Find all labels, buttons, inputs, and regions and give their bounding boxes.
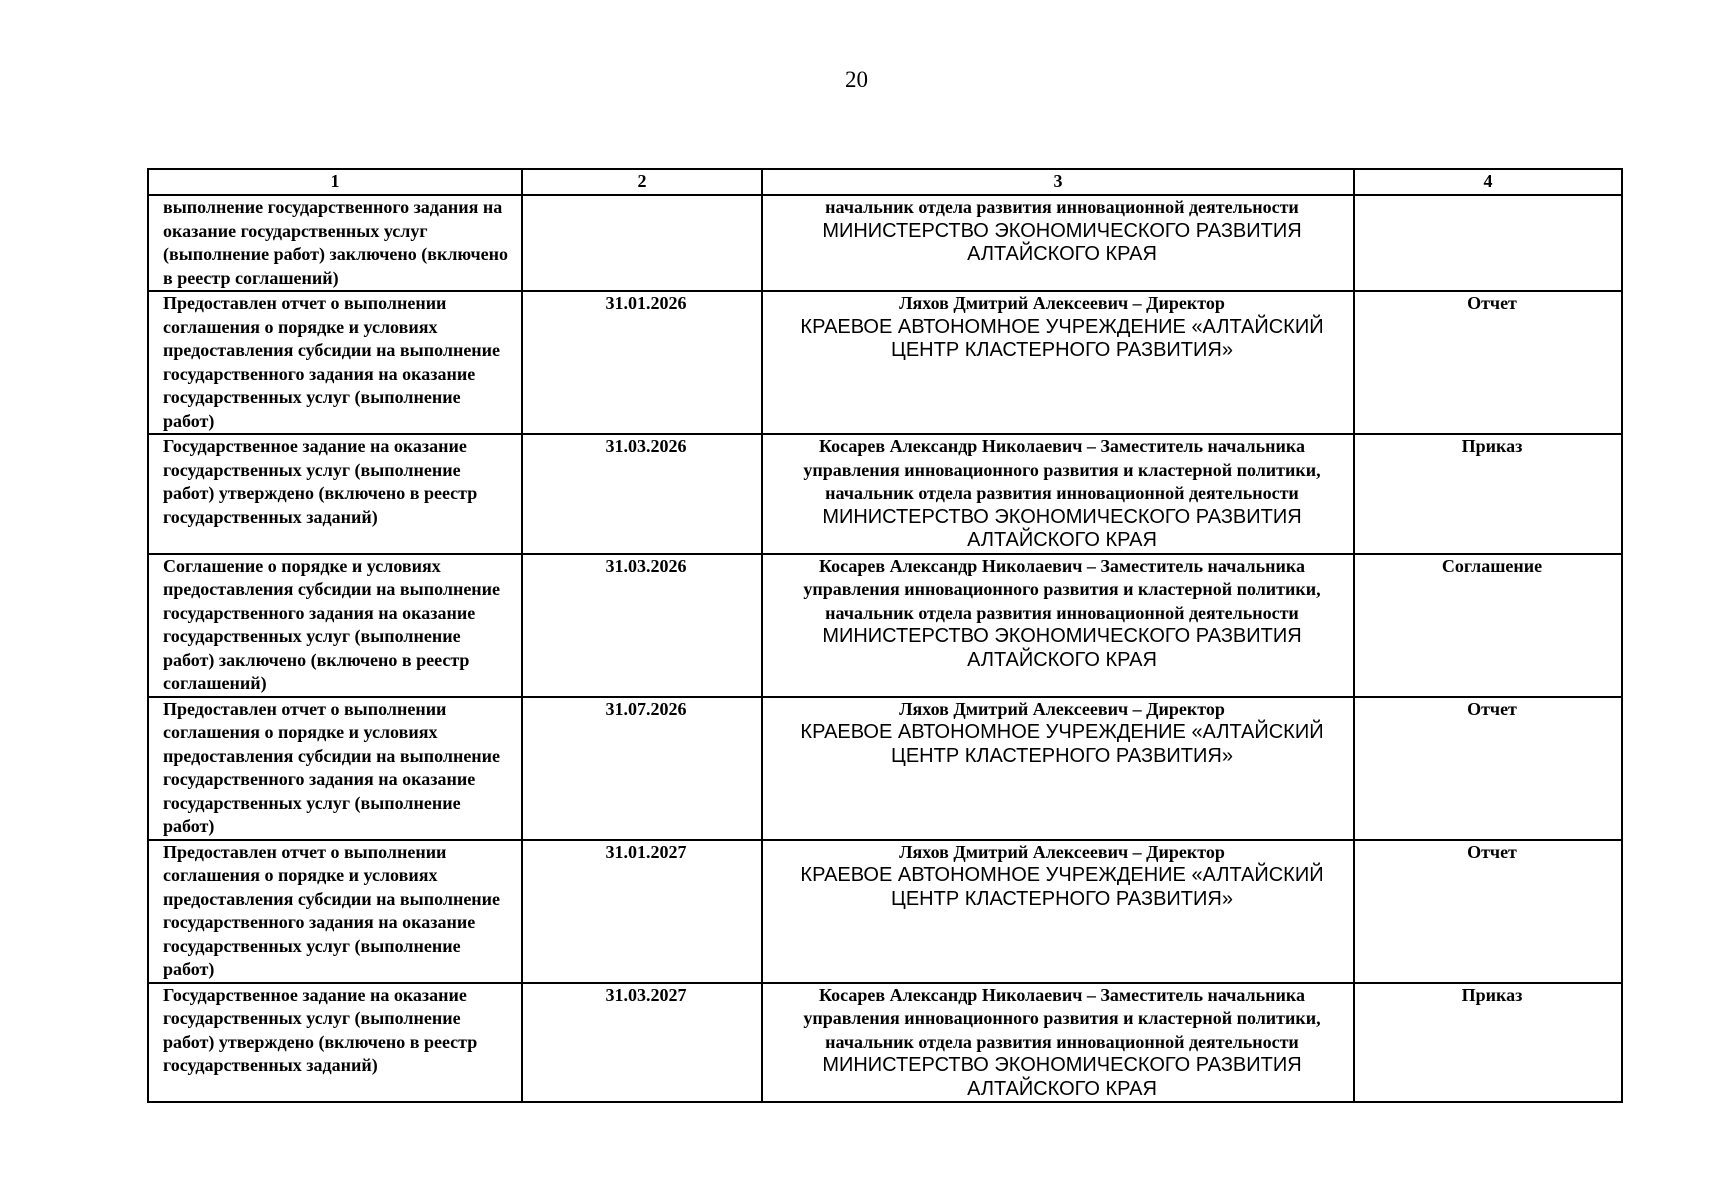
row-date: 31.03.2027 [522,983,762,1103]
responsible-person-line: Ляхов Дмитрий Алексеевич – Директор [899,293,1225,313]
row-date: 31.03.2026 [522,554,762,697]
responsible-person-line: начальник отдела развития инновационной деятельности [825,483,1299,503]
header-col-4: 4 [1354,169,1622,195]
organization-name-line: АЛТАЙСКОГО КРАЯ [967,243,1157,265]
row-document-type: Отчет [1354,291,1622,434]
organization-name-line: МИНИСТЕРСТВО ЭКОНОМИЧЕСКОГО РАЗВИТИЯ [822,219,1302,242]
organization-name-line: ЦЕНТР КЛАСТЕРНОГО РАЗВИТИЯ» [891,887,1233,910]
table-row [148,554,1622,697]
organization-name-line: АЛТАЙСКОГО КРАЯ [967,1077,1157,1100]
responsible-person-line: начальник отдела развития инновационной деятельности [825,197,1299,217]
row-description: Государственное задание на оказание государственных услуг (выполнение работ) утверждено (включено в реестр государственных заданий) [148,434,522,554]
responsible-person-line: Косарев Александр Николаевич – Заместитель начальника [819,555,1305,576]
schedule-table [147,168,1623,1103]
row-document-type [1354,195,1622,291]
table-row [148,983,1622,1103]
row-date: 31.01.2027 [522,840,762,983]
table-row [148,195,1622,291]
row-date [522,195,762,291]
responsible-person-line: управления инновационного развития и кластерной политики, [803,1008,1321,1028]
responsible-person-line: Косарев Александр Николаевич – Заместитель начальника [819,436,1305,456]
organization-name-line: ЦЕНТР КЛАСТЕРНОГО РАЗВИТИЯ» [891,744,1233,767]
row-responsible [762,697,1354,840]
row-responsible [762,291,1354,434]
organization-name-line: АЛТАЙСКОГО КРАЯ [967,529,1157,551]
row-document-type: Приказ [1354,434,1622,554]
header-row [148,169,1622,195]
organization-name-line: МИНИСТЕРСТВО ЭКОНОМИЧЕСКОГО РАЗВИТИЯ [822,1054,1302,1076]
responsible-person-line: Ляхов Дмитрий Алексеевич – Директор [899,841,1225,862]
table-row [148,291,1622,434]
organization-name-line: МИНИСТЕРСТВО ЭКОНОМИЧЕСКОГО РАЗВИТИЯ [822,505,1302,528]
row-date: 31.03.2026 [522,434,762,554]
row-description: Предоставлен отчет о выполнении соглашения о порядке и условиях предоставления субсидии на выполнение государственного задания на оказание государственных услуг (выполнение работ) [148,840,522,983]
table-row [148,840,1622,983]
responsible-person-line: управления инновационного развития и кластерной политики, [803,579,1321,599]
row-responsible [762,983,1354,1103]
table-row [148,434,1622,554]
organization-name-line: МИНИСТЕРСТВО ЭКОНОМИЧЕСКОГО РАЗВИТИЯ [822,625,1302,647]
row-responsible [762,840,1354,983]
responsible-person-line: Ляхов Дмитрий Алексеевич – Директор [899,698,1225,719]
row-responsible [762,195,1354,291]
organization-name-line: КРАЕВОЕ АВТОНОМНОЕ УЧРЕЖДЕНИЕ «АЛТАЙСКИЙ [800,315,1324,338]
organization-name-line: АЛТАЙСКОГО КРАЯ [967,648,1157,671]
row-document-type: Отчет [1354,697,1622,840]
row-responsible [762,434,1354,554]
page-number: 20 [845,67,868,92]
row-description: Государственное задание на оказание государственных услуг (выполнение работ) утверждено (включено в реестр государственных заданий) [148,983,522,1103]
row-description: выполнение государственного задания на оказание государственных услуг (выполнение работ) заключено (включено в реестр соглашений) [148,195,522,291]
row-description: Соглашение о порядке и условиях предоставления субсидии на выполнение государственного задания на оказание государственных услуг (выполнение работ) заключено (включено в реестр соглашений) [148,554,522,697]
header-col-2: 2 [522,169,762,195]
responsible-person-line: начальник отдела развития инновационной деятельности [825,1031,1299,1052]
row-date: 31.01.2026 [522,291,762,434]
header-col-3: 3 [762,169,1354,195]
row-responsible [762,554,1354,697]
table-row [148,697,1622,840]
organization-name-line: КРАЕВОЕ АВТОНОМНОЕ УЧРЕЖДЕНИЕ «АЛТАЙСКИЙ [800,864,1324,886]
row-document-type: Соглашение [1354,554,1622,697]
row-description: Предоставлен отчет о выполнении соглашения о порядке и условиях предоставления субсидии на выполнение государственного задания на оказание государственных услуг (выполнение работ) [148,697,522,840]
row-document-type: Отчет [1354,840,1622,983]
responsible-person-line: начальник отдела развития инновационной деятельности [825,602,1299,623]
responsible-person-line: управления инновационного развития и кластерной политики, [803,459,1321,480]
row-description: Предоставлен отчет о выполнении соглашения о порядке и условиях предоставления субсидии на выполнение государственного задания на оказание государственных услуг (выполнение работ) [148,291,522,434]
row-document-type: Приказ [1354,983,1622,1103]
row-date: 31.07.2026 [522,697,762,840]
organization-name-line: КРАЕВОЕ АВТОНОМНОЕ УЧРЕЖДЕНИЕ «АЛТАЙСКИЙ [800,721,1324,743]
table-body [148,195,1622,1102]
header-col-1: 1 [148,169,522,195]
organization-name-line: ЦЕНТР КЛАСТЕРНОГО РАЗВИТИЯ» [891,339,1233,361]
table-header [148,169,1622,195]
responsible-person-line: Косарев Александр Николаевич – Заместитель начальника [819,984,1305,1005]
